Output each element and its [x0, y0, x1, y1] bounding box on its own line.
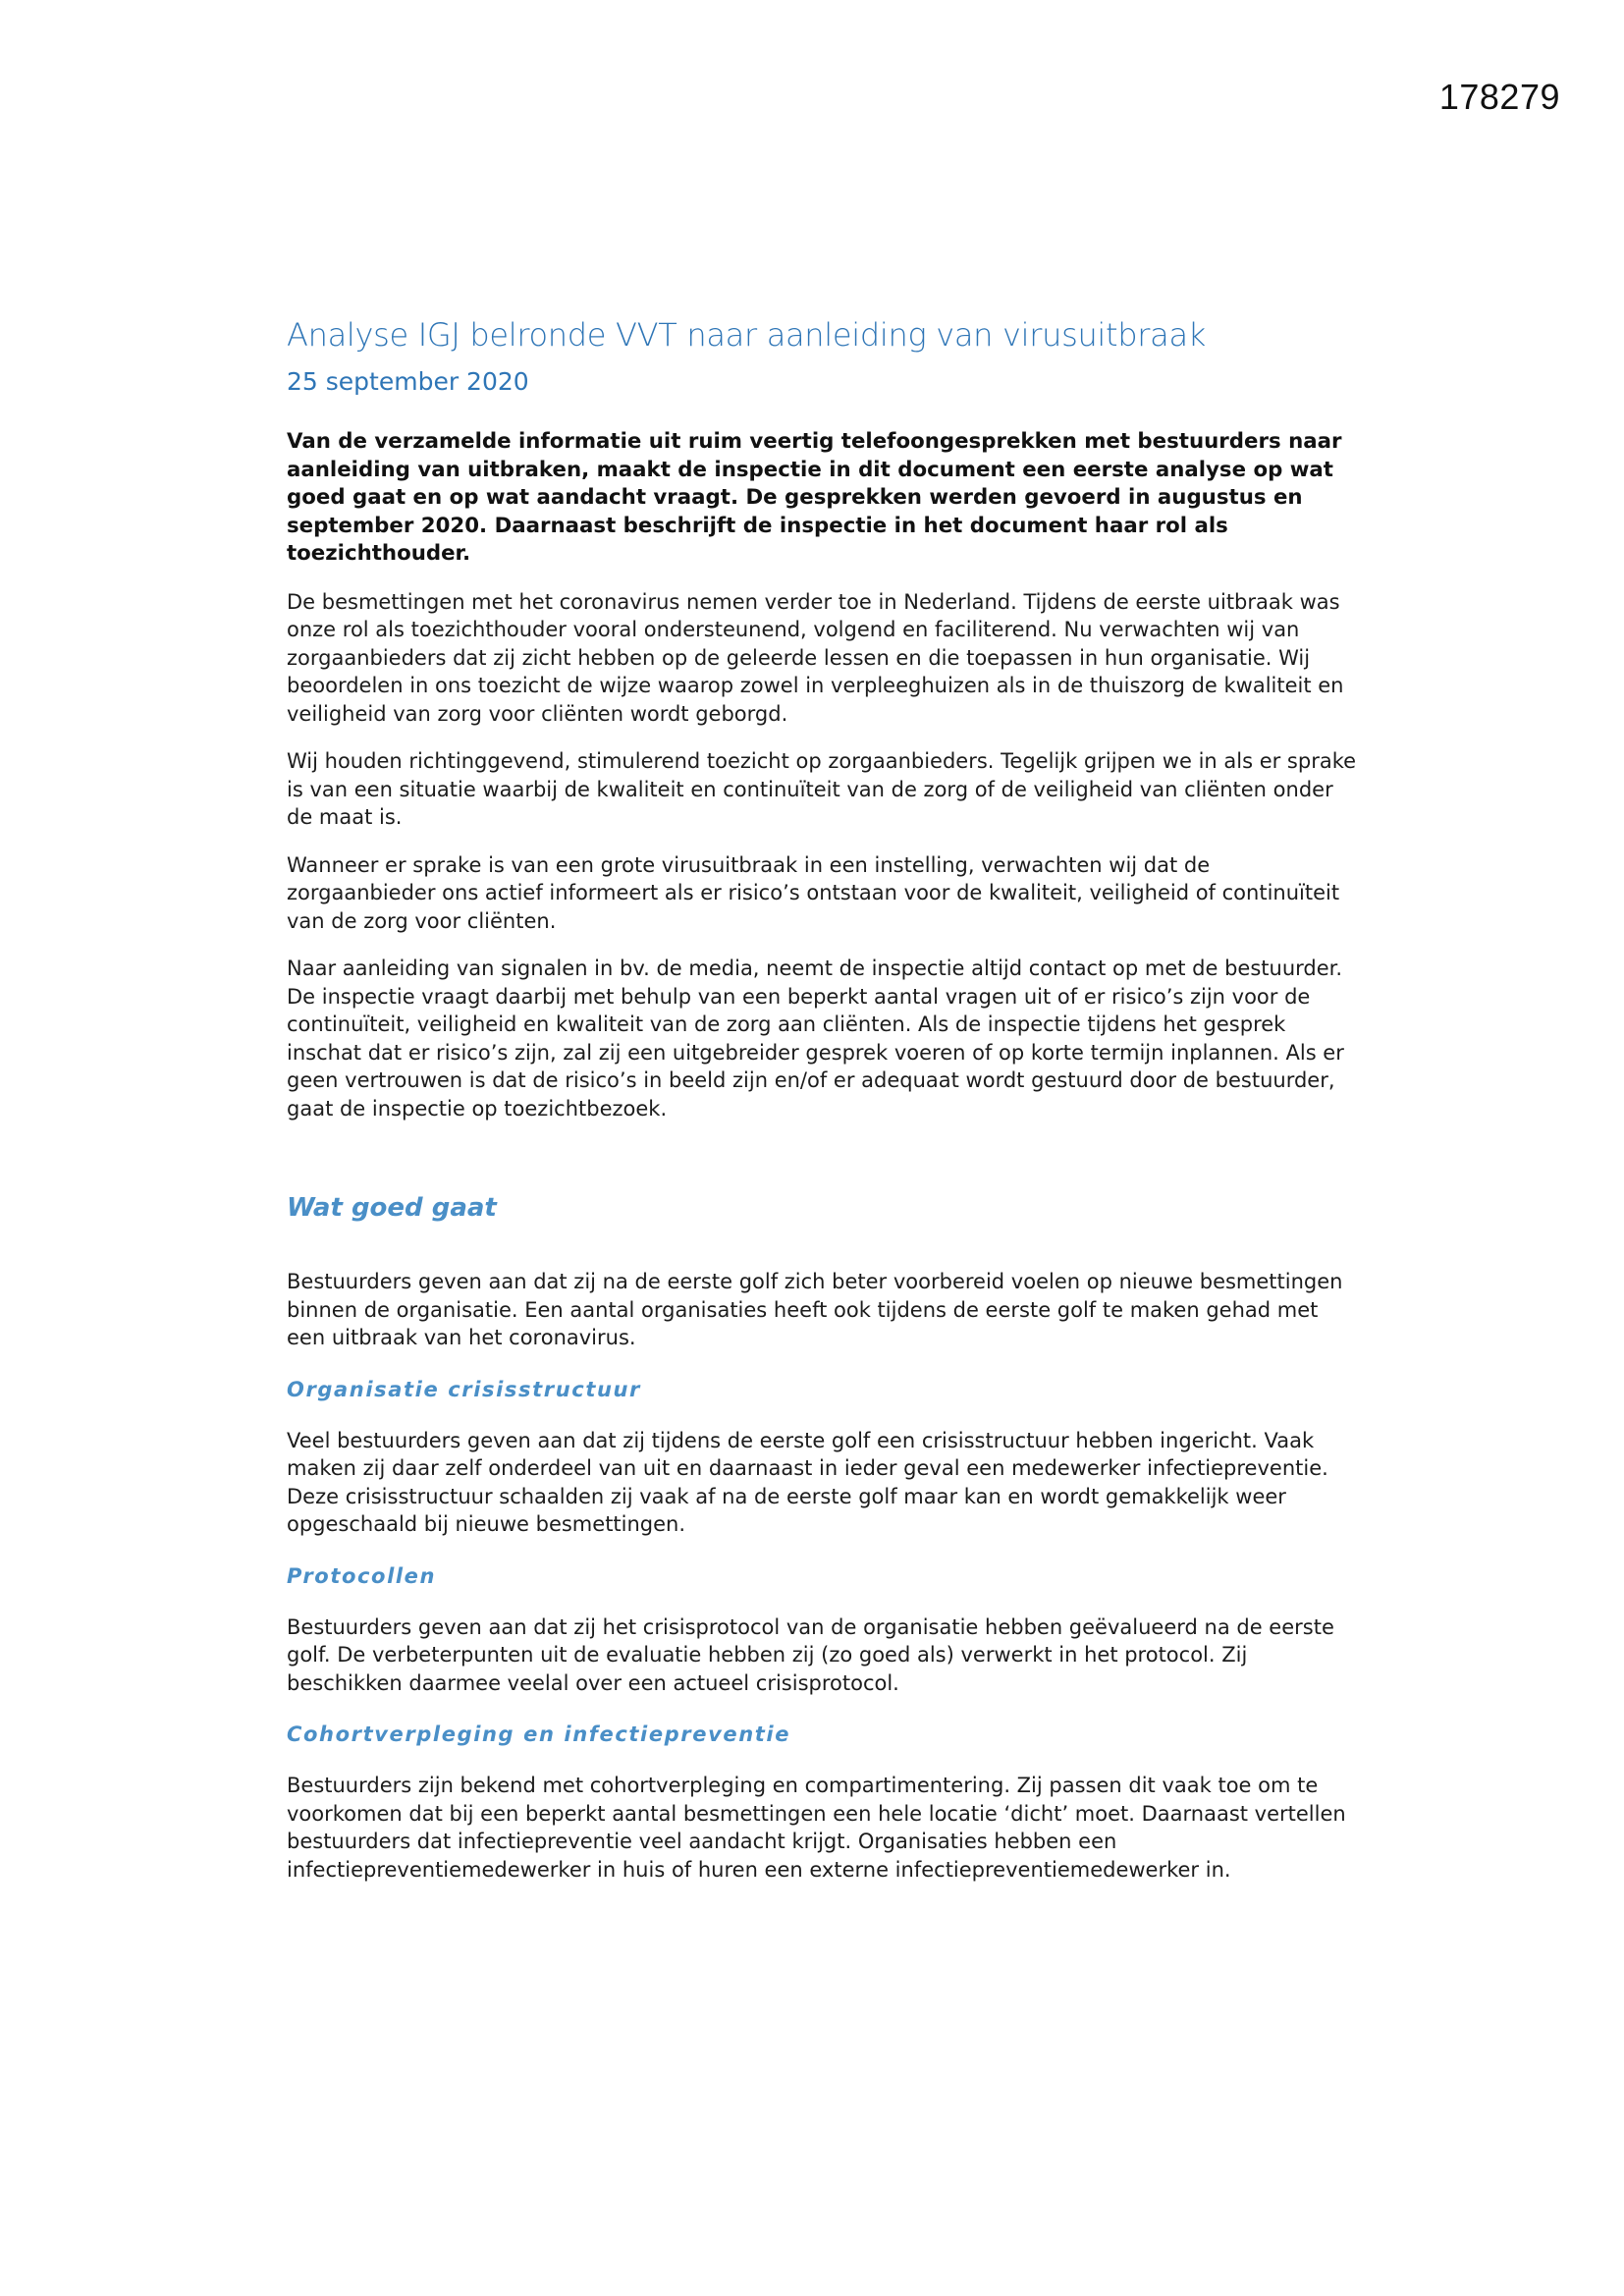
section-heading: Wat goed gaat	[287, 1193, 497, 1223]
subsection-heading: Cohortverpleging en infectiepreventie	[287, 1722, 791, 1746]
section-paragraph: Bestuurders geven aan dat zij na de eerste golf zich beter voorbereid voelen op nieuwe besmettingen binnen de organisatie. Een aantal organisaties heeft ook tijdens de eerste golf te maken gehad met een uitbraak van het coronavirus.	[287, 1270, 1343, 1349]
body-paragraph: Wij houden richtinggevend, stimulerend toezicht op zorgaanbieders. Tegelijk grijpen we in als er sprake is van een situatie waarbij de kwaliteit en continuïteit van de zorg of de veiligheid van cliënten onder de maat is.	[287, 749, 1357, 829]
body-paragraph: Naar aanleiding van signalen in bv. de media, neemt de inspectie altijd contact op met de bestuurder. De inspectie vraagt daarbij met behulp van een beperkt aantal vragen uit of er risico’s zijn voor de continuïteit, veiligheid en kwaliteit van de zorg aan cliënten. Als de inspectie tijdens het gesprek inschat dat er risico’s zijn, zal zij een uitgebreider gesprek voeren of op korte termijn inplannen. Als er geen vertrouwen is dat de risico’s in beeld zijn en/of er adequaat wordt gestuurd door de bestuurder, gaat de inspectie op toezichtbezoek.	[287, 957, 1344, 1121]
document-date: 25 september 2020	[287, 367, 529, 396]
body-paragraph: De besmettingen met het coronavirus nemen verder toe in Nederland. Tijdens de eerste uitbraak was onze rol als toezichthouder vooral ondersteunend, volgend en faciliterend. Nu verwachten wij van zorgaanbieders dat zij zicht hebben op de geleerde lessen en die toepassen in hun organisatie. Wij beoordelen in ons toezicht de wijze waarop zowel in verpleeghuizen als in de thuiszorg de kwaliteit en veiligheid van zorg voor cliënten wordt geborgd.	[287, 589, 1344, 726]
document-content	[287, 312, 1357, 1884]
subsection-paragraph: Veel bestuurders geven aan dat zij tijdens de eerste golf een crisisstructuur hebben ingericht. Vaak maken zij daar zelf onderdeel van uit en daarnaast in ieder geval een medewerker infectiepreventie. Deze crisisstructuur schaalden zij vaak af na de eerste golf maar kan en wordt gemakkelijk weer opgeschaald bij nieuwe besmettingen.	[287, 1428, 1328, 1536]
subsection-heading: Organisatie crisisstructuur	[287, 1377, 642, 1401]
subsection-heading: Protocollen	[287, 1563, 437, 1588]
intro-paragraph: Van de verzamelde informatie uit ruim veertig telefoongesprekken met bestuurders naar aanleiding van uitbraken, maakt de inspectie in dit document een eerste analyse op wat goed gaat en op wat aandacht vraagt. De gesprekken werden gevoerd in augustus en september 2020. Daarnaast beschrijft de inspectie in het document haar rol als toezichthouder.	[287, 429, 1342, 566]
document-id: 178279	[1438, 77, 1560, 117]
body-paragraph: Wanneer er sprake is van een grote virusuitbraak in een instelling, verwachten wij dat de zorgaanbieder ons actief informeert als er risico’s ontstaan voor de kwaliteit, veiligheid of continuïteit van de zorg voor cliënten.	[287, 852, 1340, 933]
subsection-paragraph: Bestuurders geven aan dat zij het crisisprotocol van de organisatie hebben geëvalueerd na de eerste golf. De verbeterpunten uit de evaluatie hebben zij (zo goed als) verwerkt in het protocol. Zij beschikken daarmee veelal over een actueel crisisprotocol.	[287, 1614, 1334, 1695]
document-title: Analyse IGJ belronde VVT naar aanleiding van virusuitbraak	[287, 316, 1206, 354]
subsection-paragraph: Bestuurders zijn bekend met cohortverpleging en compartimentering. Zij passen dit vaak toe om te voorkomen dat bij een beperkt aantal besmettingen een hele locatie ‘dicht’ moet. Daarnaast vertellen bestuurders dat infectiepreventie veel aandacht krijgt. Organisaties hebben een infectiepreventiemedewerker in huis of huren een externe infectiepreventiemedewerker in.	[287, 1774, 1346, 1882]
